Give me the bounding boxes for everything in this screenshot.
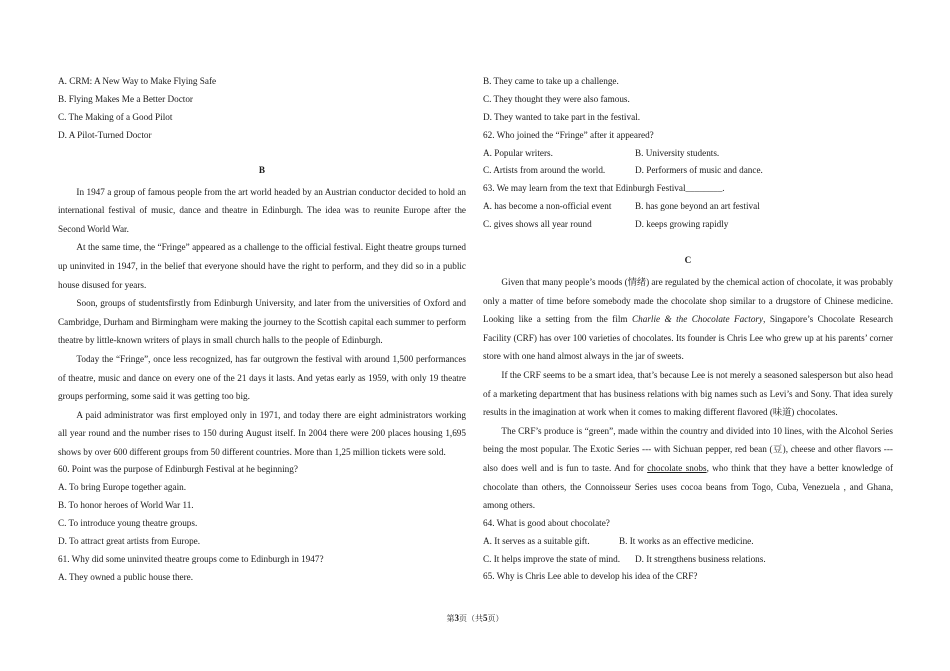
option-pair [483, 198, 893, 216]
option-c: C. It helps improve the state of mind. [483, 553, 621, 564]
question-64: 64. What is good about chocolate? [483, 517, 610, 528]
option-pair [483, 551, 893, 569]
question-60: 60. Point was the purpose of Edinburgh Festival at he beginning? [58, 464, 298, 475]
page-total: 5 [483, 613, 488, 623]
passage-c-paragraph-2: If the CRF seems to be a smart idea, that’s because Lee is not merely a seasoned salesperson but also head of a marketing department that has business relations with big names such as Levi’s and Sony. That idea surely results in the imagination at work when it comes to making different flavored (味道) chocolates. [483, 369, 893, 418]
page-number: 3 [454, 613, 459, 623]
passage-b-heading: B [258, 164, 266, 175]
option-line: B. To honor heroes of World War 11. [58, 500, 194, 511]
option-pair [483, 162, 893, 180]
option-line: B. Flying Makes Me a Better Doctor [58, 93, 193, 104]
question-65: 65. Why is Chris Lee able to develop his idea of the CRF? [483, 571, 698, 582]
option-line: C. They thought they were also famous. [483, 93, 630, 104]
option-d: D. Performers of music and dance. [635, 165, 763, 176]
option-b: B. has gone beyond an art festival [635, 201, 760, 212]
passage-b-paragraph: Soon, groups of studentsfirstly from Edinburgh University, and later from the universities of Oxford and Cambridge, Durham and Birmingham were making the journey to the Scottish capital each summer to perform theatre by little-known writers of plays in small church halls to the people of Edinburgh. [58, 298, 466, 346]
film-title: Charlie & the Chocolate Factory [632, 314, 764, 325]
passage-b-paragraph: At the same time, the “Fringe” appeared as a challenge to the official festival. Eight theatre groups turned up uninvited in 1947, in the belief that everyone should have the right to perform, and they did so in a public house disused for years. [58, 242, 466, 290]
right-column [483, 73, 893, 586]
option-b: B. University students. [635, 147, 720, 158]
question-61: 61. Why did some uninvited theatre groups come to Edinburgh in 1947? [58, 553, 324, 564]
page-footer: 第3页（共5页） [446, 613, 504, 623]
option-line: A. To bring Europe together again. [58, 482, 187, 493]
option-line: C. To introduce young theatre groups. [58, 518, 198, 529]
option-line: D. To attract great artists from Europe. [58, 536, 201, 547]
option-line: D. A Pilot-Turned Doctor [58, 129, 152, 140]
question-63: 63. We may learn from the text that Edinburgh Festival________. [483, 183, 725, 194]
option-pair [483, 145, 893, 163]
passage-c-heading: C [684, 255, 692, 266]
passage-b-paragraph: Today the “Fringe”, once less recognized, has far outgrown the festival with around 1,500 performances of theatre, music and dance on every one of the 21 days it lasts. And yetas early as 1959, with only 19 theatre groups performing, some said it was getting too big. [58, 353, 466, 402]
left-column [58, 73, 466, 587]
question-62: 62. Who joined the “Fringe” after it appeared? [483, 129, 654, 140]
option-d: D. keeps growing rapidly [635, 219, 729, 230]
option-a: A. It serves as a suitable gift. [483, 535, 590, 546]
option-b: B. It works as an effective medicine. [619, 535, 754, 546]
option-line: A. CRM: A New Way to Make Flying Safe [58, 76, 217, 86]
underlined-phrase: chocolate snobs [647, 462, 707, 473]
option-line: D. They wanted to take part in the festival. [483, 111, 640, 122]
option-a: A. has become a non-official event [483, 201, 612, 212]
option-a: A. Popular writers. [483, 147, 553, 158]
passage-c-paragraph-1: Given that many people’s moods (情绪) are regulated by the chemical action of chocolate, it was probably only a matter of time before somebody made the chocolate shop similar to a drugstore of Chinese medicine. Looking like a setting from the film Charlie & the Chocolate Factory, Singapore’s Chocolate Research Facility (CRF) has over 100 varieties of chocolates. Its founder is Chris Lee who grew up at his parents’ corner store with one hand almost always in the jar of sweets. [483, 277, 894, 362]
option-pair [483, 533, 893, 551]
option-d: D. It strengthens business relations. [635, 553, 766, 564]
option-c: C. Artists from around the world. [483, 165, 606, 176]
passage-b-paragraph: In 1947 a group of famous people from the art world headed by an Austrian conductor decided to hold an international festival of music, dance and theatre in Edinburgh. The idea was to reunite Europe after the Second World War. [58, 186, 466, 234]
option-line: C. The Making of a Good Pilot [58, 111, 173, 122]
passage-c-paragraph-3: The CRF’s produce is “green”, made within the country and divided into 10 lines, with the Alcohol Series being the most popular. The Exotic Series --- with Sichuan pepper, red bean (豆), cheese and other flavors --- also does well and is fun to taste. And for chocolate snobs, who think that they have a better knowledge of chocolate than others, the Connoisseur Series uses cocoa beans from Togo, Cuba, Venezuela , and Ghana, among others. [483, 425, 894, 511]
option-pair [483, 216, 893, 234]
option-c: C. gives shows all year round [483, 219, 592, 230]
passage-b-paragraph: A paid administrator was first employed only in 1971, and today there are eight administrators working all year round and the number rises to 150 during August itself. In 2004 there were 200 places housing 1,695 shows by over 600 different groups from 50 different countries. More than 1,25 million tickets were sold. [58, 409, 466, 457]
option-line: A. They owned a public house there. [58, 571, 194, 582]
option-line: B. They came to take up a challenge. [483, 76, 619, 86]
